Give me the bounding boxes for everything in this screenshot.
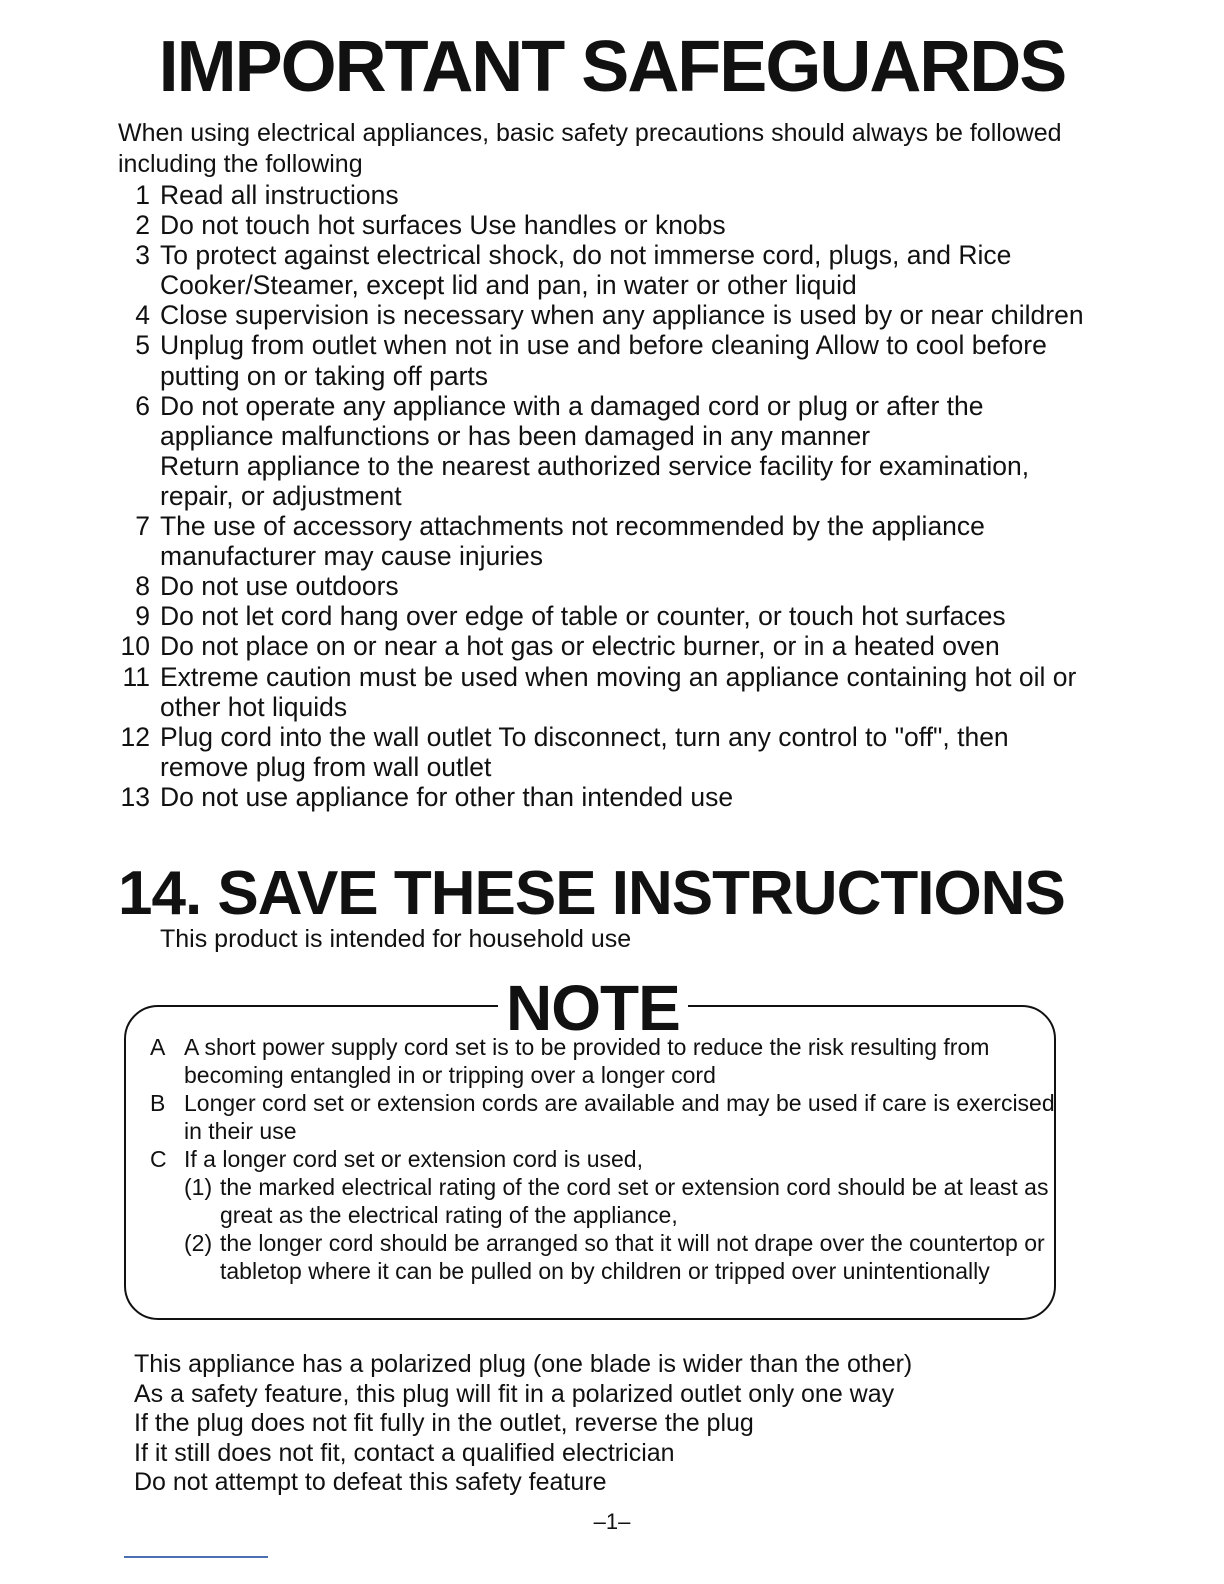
safeguard-number: 10 [120, 631, 150, 662]
note-subitem-text: the marked electrical rating of the cord set or extension cord should be at least as great as the electrical rating of the appliance, [220, 1174, 1049, 1228]
safeguard-item [110, 722, 1090, 782]
safeguard-item [110, 180, 1090, 210]
safeguard-text: Do not touch hot surfaces Use handles or knobs [160, 210, 726, 241]
note-list [150, 1033, 1055, 1285]
note-item-label: A [150, 1034, 166, 1060]
safeguard-text: Do not use appliance for other than intended use [160, 781, 734, 812]
note-subitem [184, 1173, 1055, 1229]
safeguard-number: 6 [135, 390, 150, 421]
safeguard-number: 9 [135, 601, 150, 632]
note-title: NOTE [498, 972, 688, 1044]
note-item [150, 1033, 1055, 1089]
safeguard-number: 8 [135, 571, 150, 602]
safeguard-number: 13 [120, 781, 150, 812]
note-subitem [184, 1229, 1055, 1285]
note-sub-list [184, 1173, 1055, 1285]
household-use-text: This product is intended for household use [160, 925, 632, 953]
safeguard-number: 1 [135, 180, 150, 210]
note-subitem-label: (1) [184, 1174, 213, 1200]
safeguard-text: Read all instructions [160, 180, 399, 210]
safeguard-text: To protect against electrical shock, do not immerse cord, plugs, and Rice Cooker/Steamer, except lid and pan, in water or other liquid [160, 240, 1012, 301]
note-item-text: Longer cord set or extension cords are available and may be used if care is exercised in their use [184, 1090, 1055, 1144]
intro-text: When using electrical appliances, basic safety precautions should always be followed including the following [118, 119, 1062, 178]
safeguard-text: Do not operate any appliance with a damaged cord or plug or after the appliance malfunctions or has been damaged in any manner Return appliance to the nearest authorized service facility for examination, repair, or adjustment [160, 390, 1030, 511]
safeguard-item [110, 601, 1090, 631]
safeguard-number: 12 [120, 721, 150, 752]
safeguard-text: Close supervision is necessary when any appliance is used by or near children [160, 300, 1084, 331]
safeguard-item [110, 240, 1090, 300]
page-title: IMPORTANT SAFEGUARDS [158, 27, 1066, 107]
safeguard-item [110, 662, 1090, 722]
safeguard-number: 4 [135, 300, 150, 331]
note-item [150, 1145, 1055, 1285]
note-item-c-content [184, 1145, 1055, 1285]
safeguard-item [110, 330, 1090, 390]
safeguard-number: 5 [135, 330, 150, 361]
safeguard-text: Extreme caution must be used when moving an appliance containing hot oil or other hot liquids [160, 661, 1077, 722]
note-subitem-text: the longer cord should be arranged so that it will not drape over the countertop or tabletop where it can be pulled on by children or tripped over unintentionally [220, 1230, 1045, 1284]
note-item [150, 1089, 1055, 1145]
save-instructions-heading: 14. SAVE THESE INSTRUCTIONS [118, 859, 1065, 928]
note-item-text: A short power supply cord set is to be provided to reduce the risk resulting from becoming entangled in or tripping over a longer cord [184, 1034, 990, 1088]
note-item-text: If a longer cord set or extension cord is used, [184, 1146, 643, 1172]
safeguard-number: 3 [135, 240, 150, 271]
safeguard-number: 2 [135, 210, 150, 241]
safeguard-item [110, 571, 1090, 601]
safeguard-item [110, 391, 1090, 511]
note-subitem-label: (2) [184, 1230, 213, 1256]
safeguard-text: Plug cord into the wall outlet To disconnect, turn any control to "off", then remove plug from wall outlet [160, 721, 1009, 782]
safeguards-list [110, 180, 1090, 812]
safeguard-text: Do not let cord hang over edge of table or counter, or touch hot surfaces [160, 601, 1006, 632]
safeguard-item [110, 300, 1090, 330]
safeguard-number: 11 [122, 661, 150, 692]
note-item-label: B [150, 1090, 166, 1116]
safeguard-item [110, 511, 1090, 571]
page-number: –1– [593, 1509, 631, 1534]
safeguard-text: Do not use outdoors [160, 571, 399, 602]
safeguard-item [110, 210, 1090, 240]
note-item-label: C [150, 1146, 167, 1172]
safeguard-text: Do not place on or near a hot gas or electric burner, or in a heated oven [160, 631, 1000, 662]
safeguard-text: Unplug from outlet when not in use and before cleaning Allow to cool before putting on or taking off parts [160, 330, 1047, 391]
polarized-plug-text: This appliance has a polarized plug (one blade is wider than the other) As a safety feature, this plug will fit in a polarized outlet only one way If the plug does not fit fully in the outlet, reverse the plug If it still does not fit, contact a qualified electrician Do not attempt to defeat this safety feature [134, 1350, 913, 1496]
footer-rule [124, 1556, 268, 1558]
safeguard-item [110, 631, 1090, 661]
safeguard-text: The use of accessory attachments not recommended by the appliance manufacturer may cause injuries [160, 511, 985, 572]
safeguard-item [110, 782, 1090, 812]
safeguard-number: 7 [135, 511, 150, 542]
